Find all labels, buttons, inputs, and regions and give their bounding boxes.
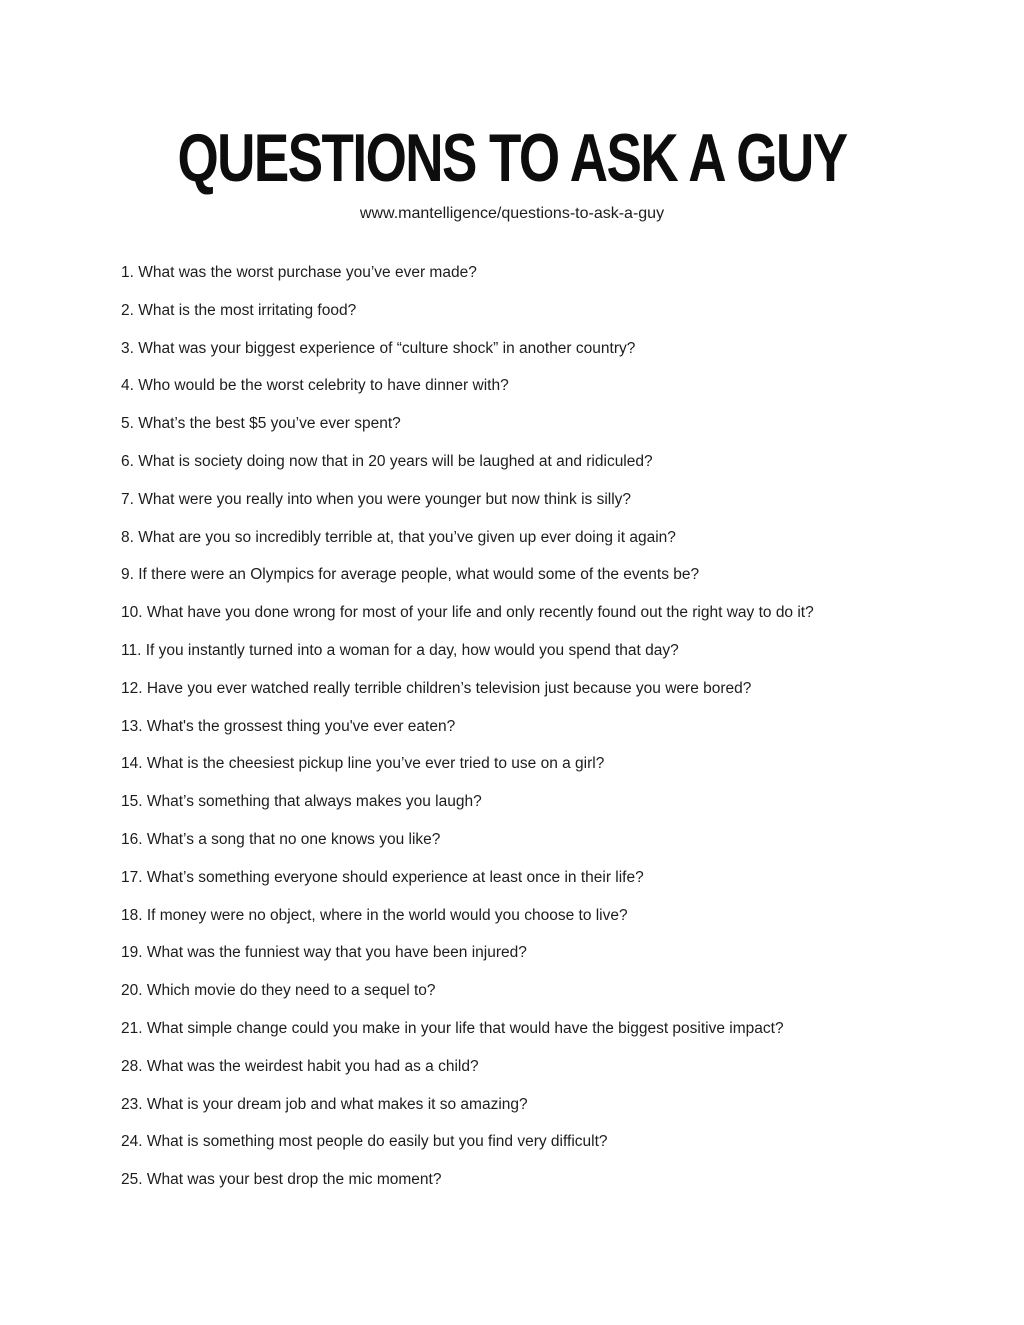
- question-item: 13. What's the grossest thing you've ever eaten?: [121, 717, 456, 735]
- question-item: 9. If there were an Olympics for average people, what would some of the events be?: [121, 566, 700, 584]
- question-item: 2. What is the most irritating food?: [121, 301, 357, 319]
- question-item: 6. What is society doing now that in 20 years will be laughed at and ridiculed?: [121, 452, 653, 470]
- question-list: [121, 265, 964, 1188]
- page-url: www.mantelligence/questions-to-ask-a-guy: [359, 205, 665, 222]
- question-item: 21. What simple change could you make in your life that would have the biggest positive impact?: [121, 1019, 784, 1037]
- question-item: 5. What’s the best $5 you’ve ever spent?: [121, 415, 401, 433]
- question-item: 20. Which movie do they need to a sequel to?: [121, 982, 436, 1000]
- question-item: 16. What’s a song that no one knows you like?: [121, 830, 441, 848]
- question-item: 17. What’s something everyone should experience at least once in their life?: [121, 868, 644, 886]
- question-item: 8. What are you so incredibly terrible at, that you’ve given up ever doing it again?: [121, 528, 676, 546]
- question-item: 15. What’s something that always makes you laugh?: [121, 793, 482, 811]
- question-item: 10. What have you done wrong for most of your life and only recently found out the right way to do it?: [121, 604, 814, 622]
- question-item: 4. Who would be the worst celebrity to have dinner with?: [121, 377, 509, 395]
- question-item: 11. If you instantly turned into a woman for a day, how would you spend that day?: [121, 641, 679, 659]
- question-item: 25. What was your best drop the mic moment?: [121, 1171, 442, 1189]
- question-item: 23. What is your dream job and what makes it so amazing?: [121, 1095, 528, 1113]
- question-item: 12. Have you ever watched really terrible children’s television just because you were bored?: [121, 679, 752, 697]
- question-item: 3. What was your biggest experience of “culture shock” in another country?: [121, 339, 636, 357]
- question-item: 7. What were you really into when you were younger but now think is silly?: [121, 490, 632, 508]
- page-title: QUESTIONS TO ASK A GUY: [177, 120, 847, 196]
- question-item: 18. If money were no object, where in the world would you choose to live?: [121, 906, 628, 924]
- question-item: 14. What is the cheesiest pickup line you’ve ever tried to use on a girl?: [121, 755, 605, 773]
- question-item: 24. What is something most people do easily but you find very difficult?: [121, 1133, 608, 1151]
- question-item: 19. What was the funniest way that you have been injured?: [121, 944, 527, 962]
- question-item: 1. What was the worst purchase you’ve ever made?: [121, 264, 477, 281]
- question-item: 28. What was the weirdest habit you had as a child?: [121, 1057, 479, 1075]
